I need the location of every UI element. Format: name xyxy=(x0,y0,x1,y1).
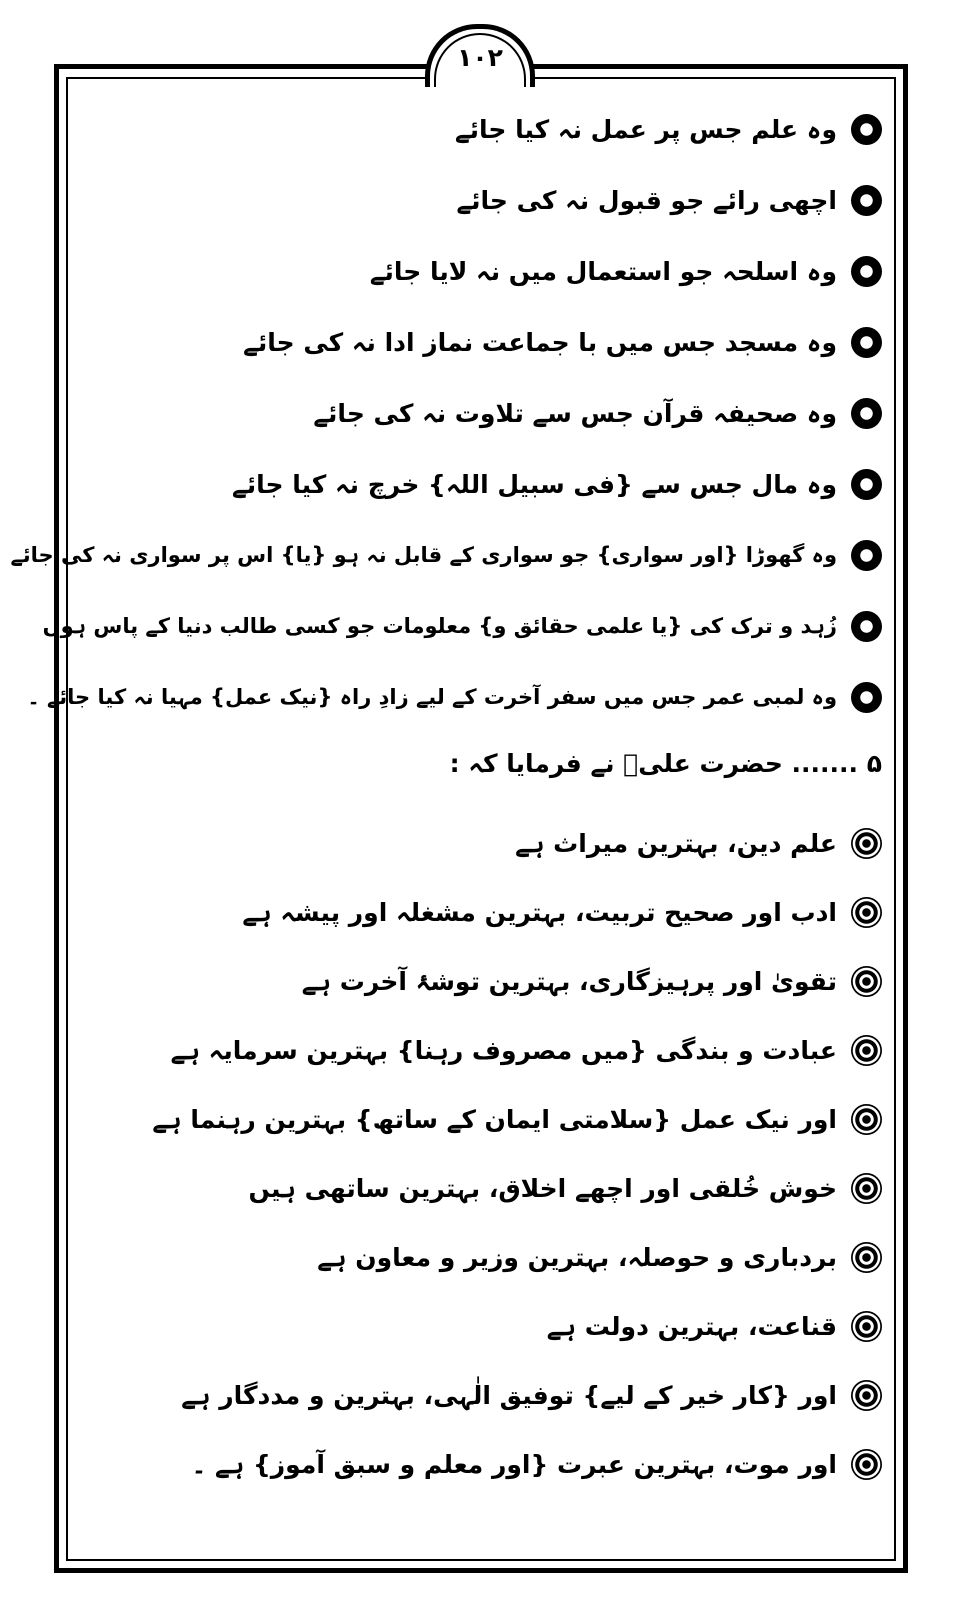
list-item xyxy=(88,1223,882,1292)
ring-bullet-icon xyxy=(851,185,882,216)
list-item-text: زُہد و ترک کی {یا علمی حقائق و} معلومات جو کسی طالب دنیا کے پاس ہوں xyxy=(42,613,837,638)
target-bullet-icon xyxy=(851,1173,882,1204)
list-item-text: اور نیک عمل {سلامتی ایمان کے ساتھ} بہترین رہنما ہے xyxy=(152,1104,837,1134)
list-item xyxy=(88,449,882,520)
list-item-text: علم دین، بہترین میراث ہے xyxy=(515,828,837,858)
list-item xyxy=(88,307,882,378)
saying-heading-text: ۵ ....... حضرت علیؓ نے فرمایا کہ : xyxy=(449,749,882,779)
list-item-text: تقویٰ اور پرہیزگاری، بہترین توشۂ آخرت ہے xyxy=(301,966,837,996)
ring-bullet-icon xyxy=(851,682,882,713)
list-item-text: اچھی رائے جو قبول نہ کی جائے xyxy=(456,185,837,215)
saying-heading xyxy=(88,733,882,795)
list-item-text: اور موت، بہترین عبرت {اور معلم و سبق آموز} ہے ۔ xyxy=(191,1449,837,1479)
list-item-text: قناعت، بہترین دولت ہے xyxy=(546,1311,837,1341)
target-bullet-icon xyxy=(851,1380,882,1411)
list-item-text: خوش خُلقی اور اچھے اخلاق، بہترین ساتھی ہیں xyxy=(248,1173,837,1203)
list-item xyxy=(27,662,882,733)
list-item xyxy=(10,520,882,591)
target-bullet-icon xyxy=(851,1242,882,1273)
page-number-cartouche xyxy=(425,24,535,87)
list-item-text: وہ اسلحہ جو استعمال میں نہ لایا جائے xyxy=(369,256,837,286)
list-item-text: وہ مسجد جس میں با جماعت نماز ادا نہ کی جائے xyxy=(243,327,837,357)
list-item-text: عبادت و بندگی {میں مصروف رہنا} بہترین سرمایہ ہے xyxy=(170,1035,837,1065)
ring-bullet-icon xyxy=(851,398,882,429)
list-item xyxy=(88,94,882,165)
list-item-text: وہ لمبی عمر جس میں سفر آخرت کے لیے زادِ راہ {نیک عمل} مہیا نہ کیا جائے ۔ xyxy=(27,684,837,709)
list-item xyxy=(88,947,882,1016)
ring-bullet-icon xyxy=(851,540,882,571)
list-item xyxy=(88,1154,882,1223)
list-item xyxy=(88,1430,882,1499)
list-item-text: اور {کار خیر کے لیے} توفیق الٰہی، بہترین و مددگار ہے xyxy=(181,1380,837,1410)
list-item xyxy=(88,1361,882,1430)
target-bullet-icon xyxy=(851,966,882,997)
target-bullet-icon xyxy=(851,897,882,928)
page-number: ۱۰۲ xyxy=(457,43,503,72)
list-item xyxy=(88,809,882,878)
list-item-text: وہ صحیفہ قرآن جس سے تلاوت نہ کی جائے xyxy=(313,398,837,428)
target-bullet-icon xyxy=(851,1104,882,1135)
list-item-text: وہ گھوڑا {اور سواری} جو سواری کے قابل نہ ہو {یا} اس پر سواری نہ کی جائے xyxy=(10,542,837,567)
target-bullet-icon xyxy=(851,1449,882,1480)
ring-bullet-icon xyxy=(851,327,882,358)
list-item xyxy=(88,1016,882,1085)
list-best-things xyxy=(88,809,882,1499)
ring-bullet-icon xyxy=(851,256,882,287)
ring-bullet-icon xyxy=(851,611,882,642)
list-item xyxy=(88,878,882,947)
list-item-text: وہ علم جس پر عمل نہ کیا جائے xyxy=(454,114,837,144)
list-item xyxy=(88,1085,882,1154)
list-item xyxy=(88,236,882,307)
list-things-wasted xyxy=(10,94,882,733)
list-item-text: بردباری و حوصلہ، بہترین وزیر و معاون ہے xyxy=(317,1242,837,1272)
target-bullet-icon xyxy=(851,1035,882,1066)
list-item xyxy=(88,1292,882,1361)
page-content xyxy=(10,94,882,1499)
list-item-text: ادب اور صحیح تربیت، بہترین مشغلہ اور پیشہ ہے xyxy=(242,897,837,927)
ring-bullet-icon xyxy=(851,114,882,145)
target-bullet-icon xyxy=(851,1311,882,1342)
list-item-text: وہ مال جس سے {فی سبیل اللہ} خرچ نہ کیا جائے xyxy=(232,469,837,499)
target-bullet-icon xyxy=(851,828,882,859)
list-item xyxy=(88,378,882,449)
ring-bullet-icon xyxy=(851,469,882,500)
list-item xyxy=(42,591,882,662)
list-item xyxy=(88,165,882,236)
